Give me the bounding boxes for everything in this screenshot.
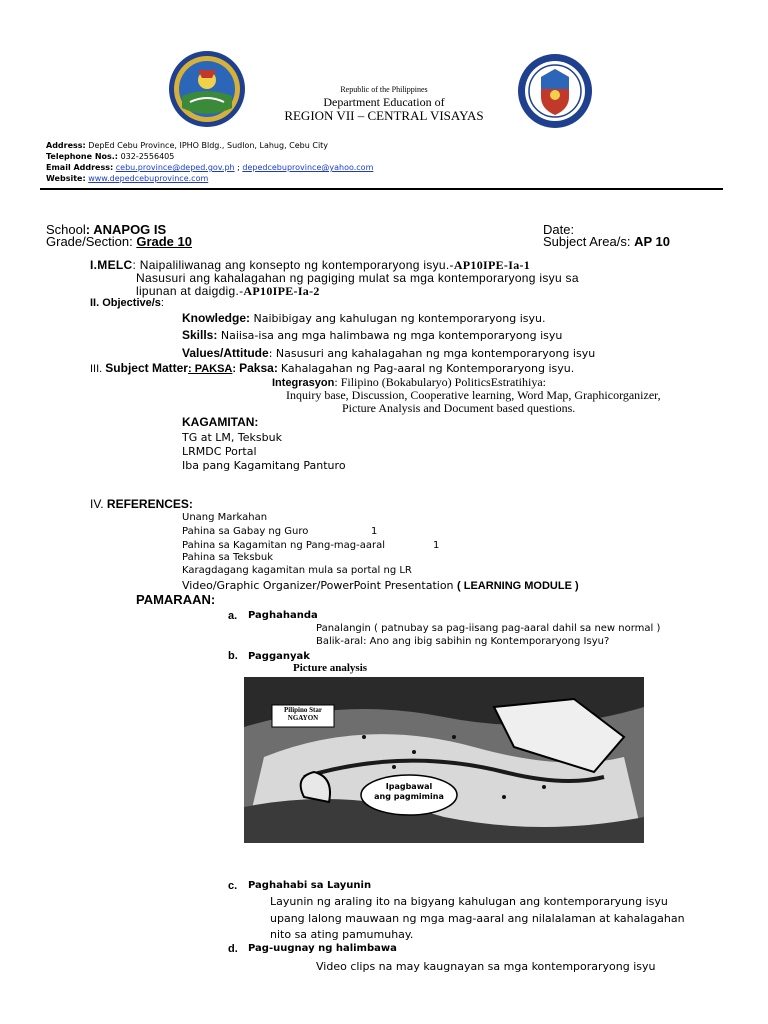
step-letter: b. [228,650,238,662]
subject-matter-line: III. Subject Matter: PAKSA: Paksa: Kahalagahan ng Pag-aaral ng Kontemporaryong isyu. [90,361,575,375]
grade-line: Grade/Section: Grade 10 [46,234,192,249]
editorial-cartoon-image [244,677,644,843]
kagamitan-item: TG at LM, Teksbuk [182,431,282,444]
melc-line-3: lipunan at daigdig.-AP10IPE-Ia-2 [136,284,320,298]
strategy-line-2: Picture Analysis and Document based questions. [342,401,576,415]
step-letter: d. [228,943,238,955]
website-line: Website: www.depedcebuprovince.com [46,174,209,183]
reference-item: Pahina sa Kagamitan ng Pang-mag-aaral [182,540,386,551]
subject-line: Subject Area/s: AP 10 [543,234,670,249]
step-title: Pagganyak [248,651,310,662]
references-heading: IV. REFERENCES: [90,497,193,511]
objectives-heading: II. Objective/s: [90,297,164,309]
date-label: Date: [543,222,575,237]
school-line: School: ANAPOG IS [46,222,167,237]
website-link[interactable]: www.depedcebuprovince.com [88,174,209,183]
reference-item: Video/Graphic Organizer/PowerPoint Presentation ( LEARNING MODULE ) [182,579,579,592]
strategy-line-1: Inquiry base, Discussion, Cooperative learning, Word Map, Graphicorganizer, [286,388,661,402]
step-title: Paghahanda [248,610,318,621]
email-line: Email Address: cebu.province@deped.gov.ph ; depedcebuprovince@yahoo.com [46,163,374,172]
step-text: Video clips na may kaugnayan sa mga kontemporaryong isyu [316,960,656,973]
telephone-line: Telephone Nos.: 032-2556405 [46,152,175,161]
protest-sign-text: Ipagbawal ang pagmimina [374,782,444,801]
reference-item: Karagdagang kagamitan mula sa portal ng LR [182,565,412,576]
values-line: Values/Attitude: Nasusuri ang kahalagahan ng mga kontemporaryong isyu [182,346,596,360]
melc-line-1: I.MELC: Naipaliliwanag ang konsepto ng kontemporaryong isyu.-AP10IPE-Ia-1 [90,258,531,272]
kagamitan-item: Iba pang Kagamitang Panturo [182,459,346,472]
region-line: REGION VII – CENTRAL VISAYAS [284,108,484,123]
step-title: Pag-uugnay ng halimbawa [248,943,397,954]
skills-line: Skills: Naiisa-isa ang mga halimbawa ng mga kontemporaryong isyu [182,328,563,342]
reference-item: Pahina sa Teksbuk [182,552,274,563]
reference-item: Unang Markahan [182,512,268,523]
header-divider [40,188,723,190]
department-line: Department Education of [323,95,445,109]
address-line: Address: DepEd Cebu Province, IPHO Bldg., Sudlon, Lahug, Cebu City [46,141,329,150]
republic-line: Republic of the Philippines [340,85,428,94]
melc-line-2: Nasusuri ang kahalagahan ng pagiging mulat sa mga kontemporaryong isyu sa [136,271,579,285]
step-title: Paghahabi sa Layunin [248,880,372,891]
reference-page: 1 [433,540,440,551]
email-link-1[interactable]: cebu.province@deped.gov.ph [115,163,235,172]
step-subtitle: Picture analysis [293,662,368,674]
step-text: Layunin ng araling ito na bigyang kahulugan ang kontemporaryung isyu [270,895,668,908]
pamaraan-heading: PAMARAAN: [136,592,216,607]
knowledge-line: Knowledge: Naibibigay ang kahulugan ng kontemporaryong isyu. [182,311,546,325]
reference-page: 1 [371,526,378,537]
step-letter: c. [228,880,238,892]
step-text: nito sa ating pamumuhay. [270,928,414,941]
reference-item: Pahina sa Gabay ng Guro [182,526,309,537]
email-link-2[interactable]: depedcebuprovince@yahoo.com [242,163,374,172]
newspaper-tag: Pilipino Star NGAYON [284,706,322,722]
step-text: Balik-aral: Ano ang ibig sabihin ng Kontemporaryong Isyu? [316,636,610,647]
step-letter: a. [228,610,238,622]
kagamitan-item: LRMDC Portal [182,445,257,458]
kagamitan-heading: KAGAMITAN: [182,415,259,429]
integrasyon-line: Integrasyon: Filipino (Bokabularyo) PoliticsEstratihiya: [272,375,547,389]
step-text: Panalangin ( patnubay sa pag-iisang pag-aaral dahil sa new normal ) [316,623,661,634]
step-text: upang lalong mauwaan ng mga mag-aaral ang nilalalaman at kahalagahan [270,912,685,925]
